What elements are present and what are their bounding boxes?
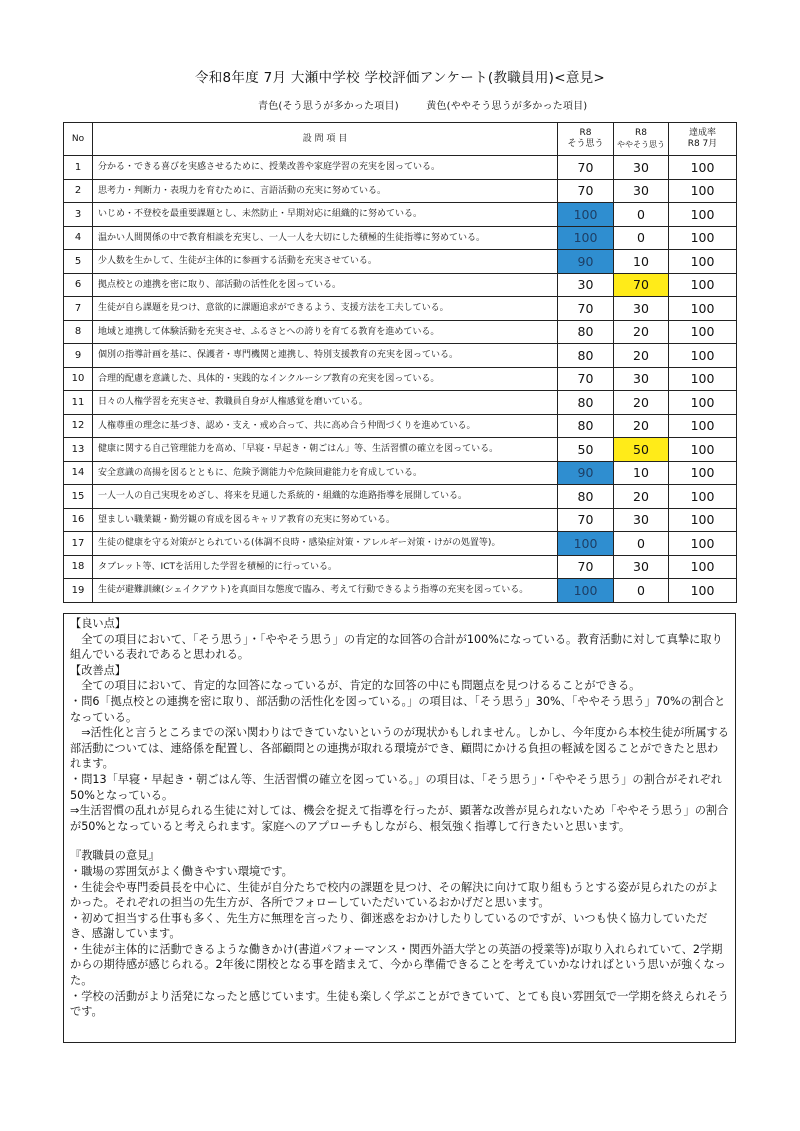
- row-rate-value: 100: [669, 226, 737, 250]
- row-number: 17: [64, 532, 93, 556]
- row-number: 10: [64, 367, 93, 391]
- table-row: [64, 297, 737, 321]
- row-rate-value: 100: [669, 203, 737, 227]
- improvement-text-4: ・問13「早寝・早起き・朝ごはん等、生活習慣の確立を図っている。」の項目は、「そう思う」・「ややそう思う」の割合がそれぞれ50%となっている。: [70, 772, 722, 802]
- row-somewhat-value: 50: [614, 438, 669, 462]
- row-somewhat-value: 70: [614, 273, 669, 297]
- row-yes-value: 50: [558, 438, 614, 462]
- row-somewhat-value: 30: [614, 367, 669, 391]
- improvement-heading: 【改善点】: [70, 663, 126, 677]
- row-item-text: 個別の指導計画を基に、保護者・専門機関と連携し、特別支援教育の充実を図っている。: [93, 344, 558, 368]
- row-number: 1: [64, 156, 93, 180]
- staff-opinion-1: ・職場の雰囲気がよく働きやすい環境です。: [70, 864, 293, 878]
- row-number: 14: [64, 461, 93, 485]
- row-item-text: 人権尊重の理念に基づき、認め・支え・戒め合って、共に高め合う仲間づくりを進めている。: [93, 414, 558, 438]
- spacer: [70, 834, 729, 848]
- table-row: [64, 179, 737, 203]
- staff-opinion-2: ・生徒会や専門委員長を中心に、生徒が自分たちで校内の課題を見つけ、その解決に向けて取り組もうとする姿が見られたのがよかった。それぞれの担当の先生方が、各所でフォローしていただいているおかげだと思います。: [70, 880, 719, 910]
- row-number: 4: [64, 226, 93, 250]
- row-item-text: タブレット等、ICTを活用した学習を積極的に行っている。: [93, 555, 558, 579]
- row-yes-value: 80: [558, 320, 614, 344]
- row-yes-value: 100: [558, 579, 614, 603]
- table-row: [64, 391, 737, 415]
- row-item-text: 日々の人権学習を充実させ、教職員自身が人権感覚を磨いている。: [93, 391, 558, 415]
- row-rate-value: 100: [669, 414, 737, 438]
- row-number: 12: [64, 414, 93, 438]
- header-rate-line2: R8 7月: [687, 139, 718, 149]
- row-rate-value: 100: [669, 555, 737, 579]
- row-item-text: 生徒の健康を守る対策がとられている(体調不良時・感染症対策・アレルギー対策・けがの処置等)。: [93, 532, 558, 556]
- header-item: 設 問 項 目: [93, 123, 558, 156]
- row-yes-value: 30: [558, 273, 614, 297]
- row-item-text: 拠点校との連携を密に取り、部活動の活性化を図っている。: [93, 273, 558, 297]
- staff-opinion-3: ・初めて担当する仕事も多く、先生方に無理を言ったり、御迷惑をおかけしたりしているのですが、いつも快く協力していただき、感謝しています。: [70, 911, 708, 941]
- row-rate-value: 100: [669, 485, 737, 509]
- row-somewhat-value: 20: [614, 344, 669, 368]
- row-item-text: 生徒が自ら課題を見つけ、意欲的に課題追求ができるよう、支援方法を工夫している。: [93, 297, 558, 321]
- row-yes-value: 70: [558, 367, 614, 391]
- table-row: [64, 226, 737, 250]
- header-somewhat-line2: ややそう思う: [617, 140, 665, 149]
- survey-table: [63, 122, 737, 603]
- row-somewhat-value: 0: [614, 226, 669, 250]
- legend-yellow: 黄色(ややそう思うが多かった項目): [426, 101, 588, 112]
- row-yes-value: 70: [558, 508, 614, 532]
- row-yes-value: 100: [558, 226, 614, 250]
- table-row: [64, 461, 737, 485]
- table-row: [64, 367, 737, 391]
- row-yes-value: 90: [558, 461, 614, 485]
- row-somewhat-value: 20: [614, 391, 669, 415]
- good-points-heading: 【良い点】: [70, 617, 126, 630]
- row-item-text: 温かい人間関係の中で教育相談を充実し、一人一人を大切にした積極的生徒指導に努めている。: [93, 226, 558, 250]
- survey-table-body: [64, 156, 737, 603]
- row-item-text: 地域と連携して体験活動を充実させ、ふるさとへの誇りを育てる教育を進めている。: [93, 320, 558, 344]
- row-yes-value: 80: [558, 391, 614, 415]
- table-row: [64, 414, 737, 438]
- row-yes-value: 80: [558, 414, 614, 438]
- row-somewhat-value: 0: [614, 532, 669, 556]
- row-yes-value: 90: [558, 250, 614, 274]
- row-item-text: 合理的配慮を意識した、具体的・実践的なインクルーシブ教育の充実を図っている。: [93, 367, 558, 391]
- row-item-text: 望ましい職業観・勤労観の育成を図るキャリア教育の充実に努めている。: [93, 508, 558, 532]
- header-yes-line1: R8: [579, 128, 592, 138]
- row-somewhat-value: 0: [614, 579, 669, 603]
- row-number: 6: [64, 273, 93, 297]
- table-row: [64, 532, 737, 556]
- row-rate-value: 100: [669, 297, 737, 321]
- color-legend: [258, 97, 587, 112]
- row-rate-value: 100: [669, 367, 737, 391]
- staff-opinion-heading: 『教職員の意見』: [70, 849, 160, 863]
- row-somewhat-value: 30: [614, 179, 669, 203]
- row-yes-value: 70: [558, 555, 614, 579]
- row-item-text: 健康に関する自己管理能力を高め、「早寝・早起き・朝ごはん」等、生活習慣の確立を図っている。: [93, 438, 558, 462]
- row-number: 9: [64, 344, 93, 368]
- row-item-text: 分かる・できる喜びを実感させるために、授業改善や家庭学習の充実を図っている。: [93, 156, 558, 180]
- row-rate-value: 100: [669, 273, 737, 297]
- improvement-text-3: ⇒活性化と言うところまでの深い関わりはできていないというのが現状かもしれません。しかし、今年度から本校生徒が所属する部活動については、連絡係を配置し、各部顧問との連携が取れる環境ができ、顧問にかける負担の軽減を図ることができたと思われます。: [70, 726, 729, 771]
- row-rate-value: 100: [669, 579, 737, 603]
- row-somewhat-value: 30: [614, 156, 669, 180]
- table-row: [64, 555, 737, 579]
- row-item-text: 思考力・判断力・表現力を育むために、言語活動の充実に努めている。: [93, 179, 558, 203]
- row-item-text: 安全意識の高揚を図るとともに、危険予測能力や危険回避能力を育成している。: [93, 461, 558, 485]
- row-yes-value: 80: [558, 485, 614, 509]
- table-row: [64, 203, 737, 227]
- row-number: 13: [64, 438, 93, 462]
- improvement-text-2: ・問6「拠点校との連携を密に取り、部活動の活性化を図っている。」の項目は、「そう思う」30%、「ややそう思う」70%の割合となっている。: [70, 694, 726, 724]
- table-header-row: [64, 123, 737, 156]
- header-yes-line2: そう思う: [567, 139, 604, 149]
- row-item-text: 一人一人の自己実現をめざし、将来を見通した系統的・組織的な進路指導を展開している。: [93, 485, 558, 509]
- row-number: 7: [64, 297, 93, 321]
- row-yes-value: 100: [558, 203, 614, 227]
- row-number: 11: [64, 391, 93, 415]
- row-somewhat-value: 20: [614, 414, 669, 438]
- row-rate-value: 100: [669, 508, 737, 532]
- row-number: 3: [64, 203, 93, 227]
- table-row: [64, 508, 737, 532]
- header-rate: [669, 123, 737, 156]
- row-yes-value: 70: [558, 297, 614, 321]
- row-item-text: 少人数を生かして、生徒が主体的に参画する活動を充実させている。: [93, 250, 558, 274]
- page-title: 令和8年度 7月 大瀬中学校 学校評価アンケート(教職員用)<意見>: [194, 70, 606, 86]
- row-somewhat-value: 30: [614, 555, 669, 579]
- header-somewhat-line1: R8: [635, 128, 647, 138]
- row-number: 15: [64, 485, 93, 509]
- row-yes-value: 70: [558, 179, 614, 203]
- table-row: [64, 438, 737, 462]
- row-yes-value: 70: [558, 156, 614, 180]
- improvement-text-5: ⇒生活習慣の乱れが見られる生徒に対しては、機会を捉えて指導を行ったが、顕著な改善が見られないため「ややそう思う」の割合が50%となっていると考えられます。家庭へのアプローチもしながら、根気強く指導して行きたいと思います。: [70, 804, 729, 833]
- row-number: 19: [64, 579, 93, 603]
- table-row: [64, 320, 737, 344]
- table-row: [64, 344, 737, 368]
- comments-section: [63, 613, 736, 1043]
- row-rate-value: 100: [669, 156, 737, 180]
- header-rate-line1: 達成率: [688, 128, 716, 138]
- staff-opinion-4: ・生徒が主体的に活動できるような働きかけ(書道パフォーマンス・関西外語大学との英語の授業等)が取り入れられていて、2学期からの期待感が感じられる。2年後に閉校となる事を踏まえて、今から準備できることを考えていかなければという思いが強くなった。: [70, 942, 726, 988]
- row-number: 18: [64, 555, 93, 579]
- row-rate-value: 100: [669, 461, 737, 485]
- table-row: [64, 579, 737, 603]
- legend-blue: 青色(そう思うが多かった項目): [258, 101, 399, 112]
- row-yes-value: 80: [558, 344, 614, 368]
- row-rate-value: 100: [669, 344, 737, 368]
- good-points-text: 全ての項目において、「そう思う」・「ややそう思う」の肯定的な回答の合計が100%になっている。教育活動に対して真摯に取り組んでいる表れであると思われる。: [70, 632, 723, 662]
- header-yes: [558, 123, 614, 156]
- row-somewhat-value: 20: [614, 485, 669, 509]
- table-row: [64, 156, 737, 180]
- table-row: [64, 250, 737, 274]
- table-row: [64, 273, 737, 297]
- row-somewhat-value: 10: [614, 461, 669, 485]
- row-item-text: 生徒が避難訓練(シェイクアウト)を真面目な態度で臨み、考えて行動できるよう指導の充実を図っている。: [93, 579, 558, 603]
- row-rate-value: 100: [669, 438, 737, 462]
- row-somewhat-value: 30: [614, 297, 669, 321]
- row-somewhat-value: 30: [614, 508, 669, 532]
- header-somewhat: [614, 123, 669, 156]
- row-somewhat-value: 0: [614, 203, 669, 227]
- row-rate-value: 100: [669, 391, 737, 415]
- header-no: No: [64, 123, 93, 156]
- row-rate-value: 100: [669, 250, 737, 274]
- row-rate-value: 100: [669, 532, 737, 556]
- row-number: 8: [64, 320, 93, 344]
- row-number: 16: [64, 508, 93, 532]
- row-rate-value: 100: [669, 179, 737, 203]
- row-somewhat-value: 10: [614, 250, 669, 274]
- row-number: 2: [64, 179, 93, 203]
- row-somewhat-value: 20: [614, 320, 669, 344]
- row-yes-value: 100: [558, 532, 614, 556]
- staff-opinion-5: ・学校の活動がより活発になったと感じています。生徒も楽しく学ぶことができていて、とても良い雰囲気で一学期を終えられそうです。: [70, 989, 729, 1019]
- row-number: 5: [64, 250, 93, 274]
- row-item-text: いじめ・不登校を最重要課題とし、未然防止・早期対応に組織的に努めている。: [93, 203, 558, 227]
- improvement-text-1: 全ての項目において、肯定的な回答になっているが、肯定的な回答の中にも問題点を見つけるることができる。: [70, 679, 641, 693]
- table-row: [64, 485, 737, 509]
- row-rate-value: 100: [669, 320, 737, 344]
